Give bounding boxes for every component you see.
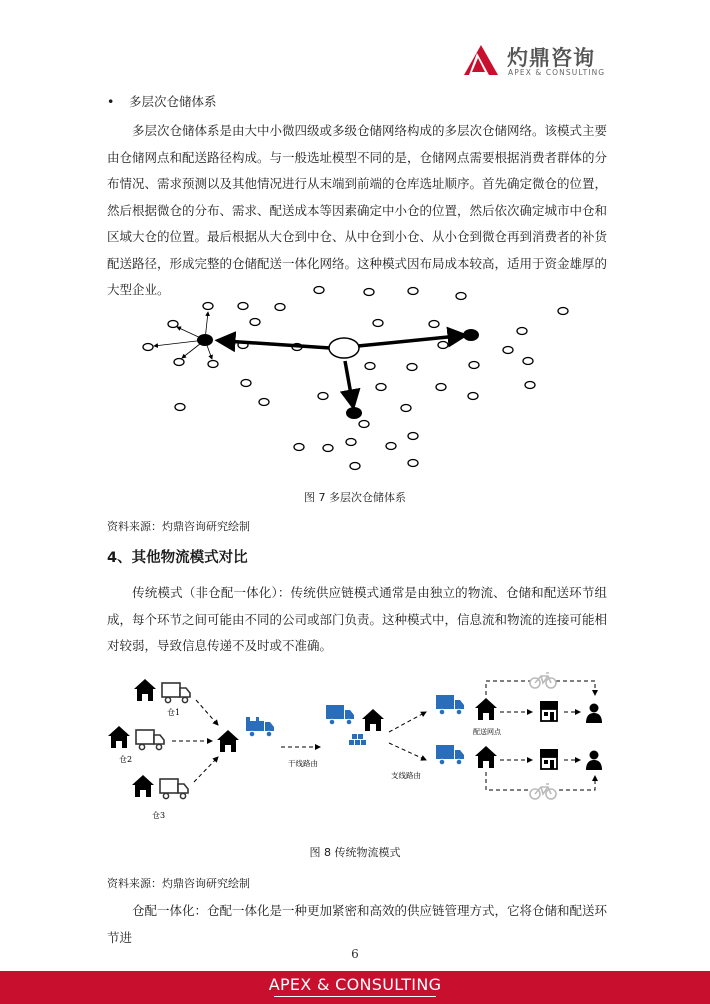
paragraph-text: 仓配一体化：仓配一体化是一种更加紧密和高效的供应链管理方式，它将仓储和配送环节进	[107, 903, 608, 945]
logo-english-name: APEX & CONSULTING	[508, 68, 606, 77]
page-number: 6	[351, 947, 359, 961]
logo-chinese-name: 灼鼎咨询	[507, 46, 595, 70]
footer-brand: APEX & CONSULTING	[268, 975, 442, 994]
bullet-marker: •	[107, 94, 115, 109]
subsection-title: 多层次仓储体系	[129, 94, 217, 109]
footer-underline	[274, 996, 436, 997]
delivery-point-label: 配送网点	[473, 728, 501, 736]
footer-bar	[0, 971, 710, 1004]
body-paragraph	[107, 580, 607, 660]
figure-traditional-logistics	[0, 665, 710, 845]
figure8-source: 资料来源：灼鼎咨询研究绘制	[107, 877, 250, 890]
figure8-caption: 图 8 传统物流模式	[309, 846, 401, 859]
paragraph-text: 多层次仓储体系是由大中小微四级或多级仓储网络构成的多层次仓储网络。该模式主要由仓储网点和配送路径构成。与一般选址模型不同的是，仓储网点需要根据消费者群体的分布情况、需求预测以及其他情况进行从末端到前端的仓库选址顺序。首先确定微仓的位置，然后根据微仓的分布、需求、配送成本等因素确定中小仓的位置，然后依次确定城市中仓和区域大仓的位置。最后根据从大仓到中仓、从中仓到小仓、从小仓到微仓再到消费者的补货配送路径，形成完整的仓储配送一体化网络。这种模式因布局成本较高，适用于资金雄厚的大型企业。	[107, 123, 608, 297]
wh3-label: 仓3	[152, 811, 166, 820]
trunk-route-label: 干线路由	[288, 759, 318, 768]
wh1-label: 仓1	[167, 708, 181, 717]
figure7-source: 资料来源：灼鼎咨询研究绘制	[107, 520, 250, 533]
section-title: 4、其他物流模式对比	[107, 550, 248, 566]
branch-route-label: 支线路由	[391, 771, 421, 780]
body-paragraph	[107, 898, 607, 951]
wh2-label: 仓2	[119, 755, 133, 764]
figure7-caption: 图 7 多层次仓储体系	[304, 491, 406, 504]
figure-warehouse-network	[0, 0, 710, 490]
paragraph-text: 传统模式（非仓配一体化）：传统供应链模式通常是由独立的物流、仓储和配送环节组成，每个环节之间可能由不同的公司或部门负责。这种模式中，信息流和物流的连接可能相对较弱，导致信息传递不及时或不准确。	[107, 585, 608, 653]
